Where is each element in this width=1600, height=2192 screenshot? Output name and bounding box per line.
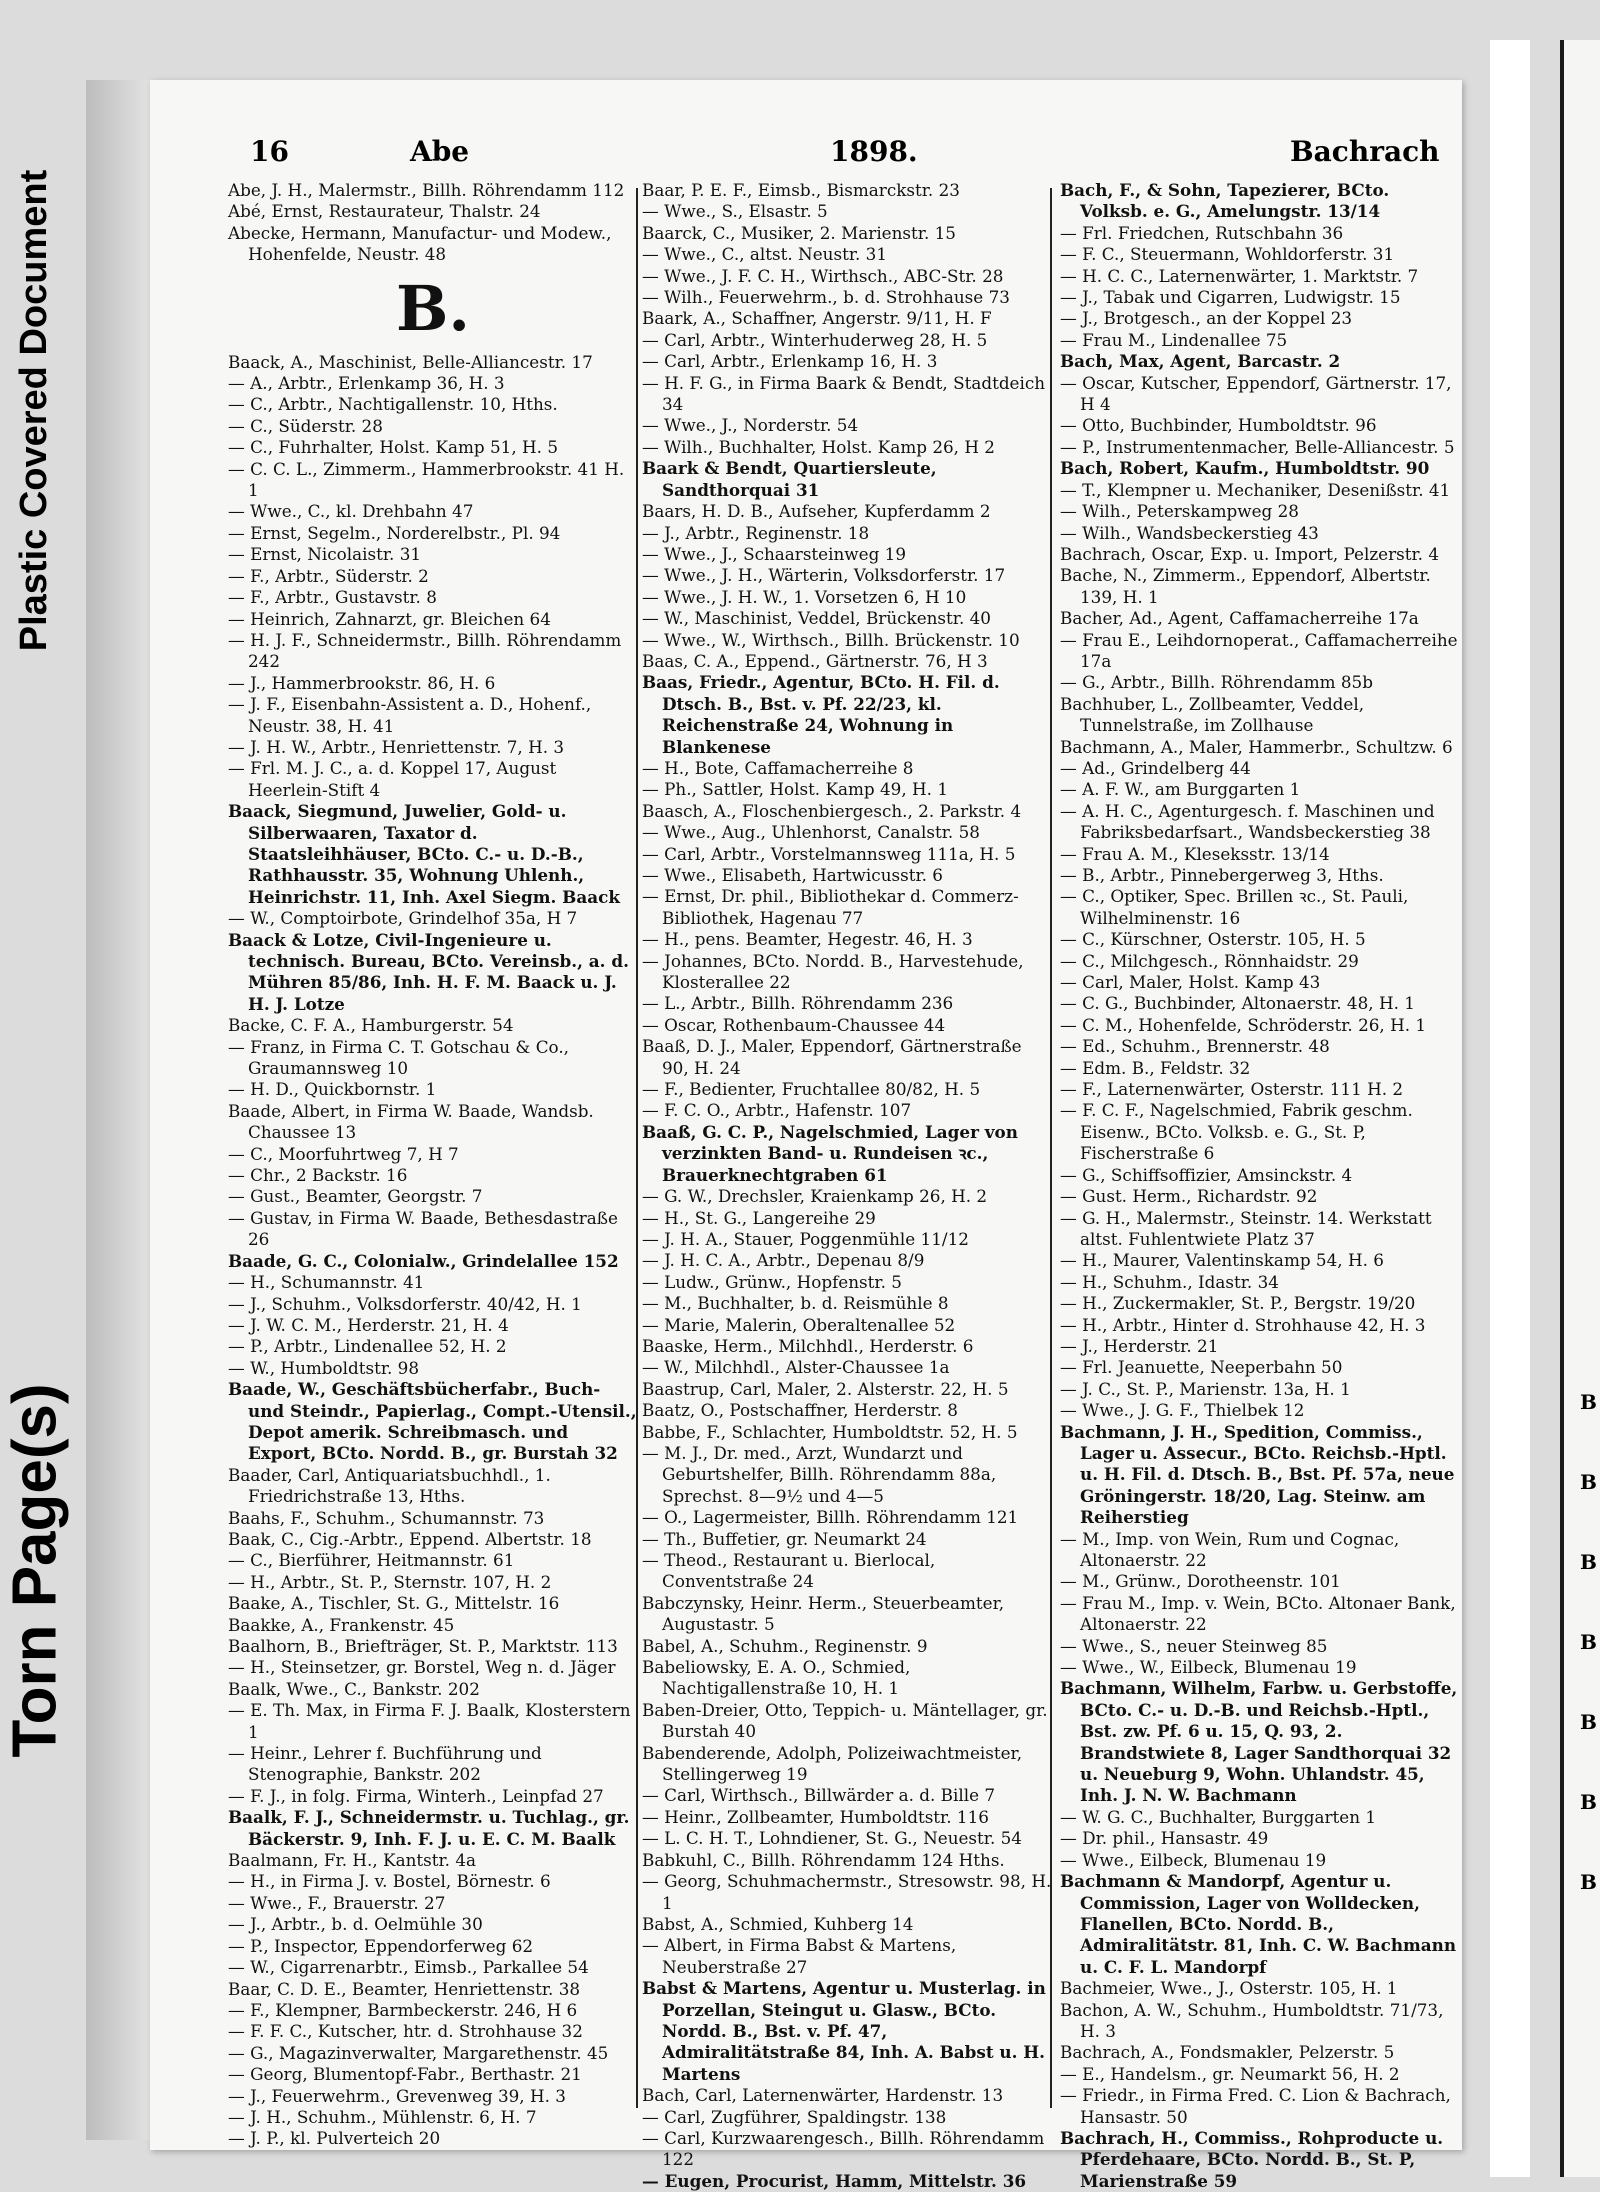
directory-entry: — Ernst, Nicolaistr. 31 [228,544,422,565]
directory-entry: — G., Arbtr., Billh. Röhrendamm 85b [1060,672,1373,693]
directory-entry: Bachmann, J. H., Spedition, Commiss., Lager u. Assecur., BCto. Reichsb.-Hptl. u. H. Fil. d. Dtsch. B., Bst. Pf. 57a, neue Gröningerstr. 18/20, Lag. Steinw. am Reiherstieg [1060,1421,1455,1528]
directory-entry: Baake, A., Tischler, St. G., Mittelstr. 16 [228,1593,560,1614]
directory-entry: Baas, C. A., Eppend., Gärtnerstr. 76, H 3 [642,650,988,671]
directory-entry: — Heinrich, Zahnarzt, gr. Bleichen 64 [228,608,551,629]
directory-entry: — Frau A. M., Kleseksstr. 13/14 [1060,843,1330,864]
directory-entry: — Wwe., S., Elsastr. 5 [642,201,828,222]
directory-entry: — Wwe., Elisabeth, Hartwicusstr. 6 [642,865,943,885]
directory-entry: — Albert, in Firma Babst & Martens, Neuberstraße 27 [642,1935,957,1977]
directory-entry: — W., Humboldtstr. 98 [228,1357,420,1378]
directory-entry: — Th., Buffetier, gr. Neumarkt 24 [642,1528,927,1549]
directory-entry: — F. J., in folg. Firma, Winterh., Leinpfad 27 [228,1785,604,1806]
directory-entry: Baar, C. D. E., Beamter, Henriettenstr. 38 [228,1978,581,1999]
facing-page-fragment: B [1580,1630,1597,1654]
directory-entry: — Carl, Kurzwaarengesch., Billh. Röhrendamm 122 [642,2127,1045,2170]
directory-entry: — H., in Firma J. v. Bostel, Börnestr. 6 [228,1871,551,1892]
directory-entry: — A. H. C., Agenturgesch. f. Maschinen und Fabriksbedarfsart., Wandsbeckerstieg 38 [1060,800,1435,843]
directory-entry: — F., Klempner, Barmbeckerstr. 246, H 6 [228,1999,578,2020]
directory-entry: Baalk, F. J., Schneidermstr. u. Tuchlag., gr. Bäckerstr. 9, Inh. F. J. u. E. C. M. Baalk [228,1807,630,1849]
directory-entry: Babkuhl, C., Billh. Röhrendamm 124 Hths. [642,1849,1005,1870]
directory-entry: Bachhuber, L., Zollbeamter, Veddel, Tunnelstraße, im Zollhause [1060,693,1365,736]
directory-entry: — Carl, Arbtr., Vorstelmannsweg 111a, H. 5 [642,843,1016,864]
header-right-word: Bachrach [1290,135,1440,168]
directory-entry: — J. P., kl. Pulverteich 20 [228,2128,441,2149]
directory-entry: — Wwe., C., altst. Neustr. 31 [642,244,888,265]
directory-entry: — F., Bedienter, Fruchtallee 80/82, H. 5 [642,1079,981,1100]
directory-entry: — Franz, in Firma C. T. Gotschau & Co., Graumannsweg 10 [228,1036,570,1079]
directory-entry: Bachmann & Mandorpf, Agentur u. Commission, Lager von Wolldecken, Flanellen, BCto. Nordd. B., Admiralitätstr. 81, Inh. C. W. Bachmann u. C. F. L. Mandorpf [1060,1871,1457,1977]
directory-column-3 [1060,180,1460,2192]
directory-entry: — Friedr., in Firma Fred. C. Lion & Bachrach, Hansastr. 50 [1060,2085,1451,2127]
directory-entry: — Georg, Blumentopf-Fabr., Berthastr. 21 [228,2064,582,2085]
directory-entry: — F. F. C., Kutscher, htr. d. Strohhause 32 [228,2021,583,2042]
page-gap [1490,40,1530,2177]
directory-entry: — C., Milchgesch., Rönnhaidstr. 29 [1060,950,1359,971]
directory-entry: — W., Comptoirbote, Grindelhof 35a, H 7 [228,908,578,929]
directory-entry: — Wwe., J., Norderstr. 54 [642,415,859,436]
directory-entry: — J., Arbtr., Reginenstr. 18 [642,522,870,543]
directory-entry: — H., Bote, Caffamacherreihe 8 [642,757,914,778]
directory-entry: Baars, H. D. B., Aufseher, Kupferdamm 2 [642,501,991,522]
directory-entry: Bachmeier, Wwe., J., Osterstr. 105, H. 1 [1060,1978,1398,1999]
directory-entry: — Ernst, Segelm., Norderelbstr., Pl. 94 [228,522,561,543]
directory-entry: Babst, A., Schmied, Kuhberg 14 [642,1913,914,1934]
directory-entry: Bachon, A. W., Schuhm., Humboldtstr. 71/73, H. 3 [1060,1999,1444,2041]
directory-entry: — P., Instrumentenmacher, Belle-Alliancestr. 5 [1060,436,1455,457]
directory-entry: — Frl. M. J. C., a. d. Koppel 17, August Heerlein-Stift 4 [228,758,557,800]
directory-entry: — Carl, Wirthsch., Billwärder a. d. Bille 7 [642,1785,996,1806]
directory-entry: — J. H., Schuhm., Mühlenstr. 6, H. 7 [228,2106,537,2127]
directory-entry: — M., Buchhalter, b. d. Reismühle 8 [642,1293,949,1314]
directory-entry: — C., Fuhrhalter, Holst. Kamp 51, H. 5 [228,437,559,458]
directory-entry: Baark & Bendt, Quartiersleute, Sandthorquai 31 [642,458,937,500]
directory-entry: Baar, P. E. F., Eimsb., Bismarckstr. 23 [642,180,960,200]
directory-entry: — J. H. A., Stauer, Poggenmühle 11/12 [642,1228,969,1249]
directory-entry: — Wilh., Feuerwehrm., b. d. Strohhause 73 [642,287,1010,308]
facing-page-edge [1560,40,1600,2177]
directory-entry: — Heinr., Lehrer f. Buchführung und Stenographie, Bankstr. 202 [228,1743,542,1785]
directory-entry: Baarck, C., Musiker, 2. Marienstr. 15 [642,222,956,243]
directory-entry: — C., Kürschner, Osterstr. 105, H. 5 [1060,929,1366,950]
directory-entry: Baalhorn, B., Briefträger, St. P., Marktstr. 113 [228,1636,618,1656]
directory-entry: Baalk, Wwe., C., Bankstr. 202 [228,1678,480,1699]
directory-entry: — H. C. C., Laternenwärter, 1. Marktstr. 7 [1060,265,1419,286]
directory-entry: Baalmann, Fr. H., Kantstr. 4a [228,1850,477,1871]
directory-entry: — H. F. G., in Firma Baark & Bendt, Stadtdeich 34 [642,372,1046,415]
directory-entry: — C. C. L., Zimmerm., Hammerbrookstr. 41 H. 1 [228,458,625,501]
directory-entry: — C. M., Hohenfelde, Schröderstr. 26, H. 1 [1060,1014,1427,1035]
directory-entry: — Gustav, in Firma W. Baade, Bethesdastraße 26 [228,1207,618,1250]
directory-entry: — Heinr., Zollbeamter, Humboldtstr. 116 [642,1806,989,1827]
directory-entry: — Chr., 2 Backstr. 16 [228,1165,408,1186]
directory-entry: — Wwe., Aug., Uhlenhorst, Canalstr. 58 [642,822,980,843]
directory-entry: — J., Schuhm., Volksdorferstr. 40/42, H. 1 [228,1293,582,1314]
directory-entry: Baack, A., Maschinist, Belle-Alliancestr. 17 [228,351,593,372]
directory-entry: — Ernst, Dr. phil., Bibliothekar d. Commerz-Bibliothek, Hagenau 77 [642,886,1019,928]
directory-entry: Baben-Dreier, Otto, Teppich- u. Mäntellager, gr. Burstah 40 [642,1699,1048,1742]
directory-entry: Bacher, Ad., Agent, Caffamacherreihe 17a [1060,608,1419,629]
directory-entry: — Johannes, BCto. Nordd. B., Harvestehude, Klosterallee 22 [642,950,1024,993]
torn-pages-stamp: Torn Page(s) [0,1382,70,1758]
directory-entry: — H. J. F., Schneidermstr., Billh. Röhrendamm 242 [228,629,622,672]
directory-entry: — Theod., Restaurant u. Bierlocal, Conventstraße 24 [642,1550,936,1592]
directory-entry: — E., Handelsm., gr. Neumarkt 56, H. 2 [1060,2063,1400,2084]
directory-entry: — A. F. W., am Burggarten 1 [1060,779,1301,800]
directory-entry: Backe, C. F. A., Hamburgerstr. 54 [228,1015,514,1036]
directory-column-2 [642,180,1052,2192]
directory-entry: — Eugen, Procurist, Hamm, Mittelstr. 36 [642,2170,1027,2191]
directory-entry: — B., Arbtr., Pinnebergerweg 3, Hths. [1060,865,1384,885]
directory-entry: — J., Feuerwehrm., Grevenweg 39, H. 3 [228,2085,566,2106]
plastic-covered-stamp: Plastic Covered Document [13,169,56,651]
directory-entry: Bachmann, A., Maler, Hammerbr., Schultzw. 6 [1060,736,1453,757]
directory-entry: Baark, A., Schaffner, Angerstr. 9/11, H. F [642,308,992,329]
directory-entry: Bach, Max, Agent, Barcastr. 2 [1060,351,1341,372]
directory-entry: — L. C. H. T., Lohndiener, St. G., Neuestr. 54 [642,1828,1022,1849]
directory-entry: — W., Cigarrenarbtr., Eimsb., Parkallee 54 [228,1957,589,1978]
directory-entry: — Carl, Zugführer, Spaldingstr. 138 [642,2106,947,2127]
directory-entry: — G. H., Malermstr., Steinstr. 14. Werkstatt altst. Fuhlentwiete Platz 37 [1060,1207,1432,1249]
directory-entry: — M. J., Dr. med., Arzt, Wundarzt und Geburtshelfer, Billh. Röhrendamm 88a, Sprechst. 8—9½ und 4—5 [642,1442,997,1506]
directory-entry: — E. Th. Max, in Firma F. J. Baalk, Klosterstern 1 [228,1700,631,1742]
facing-page-fragment: B [1580,1390,1597,1414]
directory-entry: Abe, J. H., Malermstr., Billh. Röhrendamm 112 [228,180,625,200]
directory-entry: — C., Moorfuhrtweg 7, H 7 [228,1143,459,1164]
directory-entry: Babeliowsky, E. A. O., Schmied, Nachtigallenstraße 10, H. 1 [642,1657,911,1699]
directory-entry: Bache, N., Zimmerm., Eppendorf, Albertstr. 139, H. 1 [1060,565,1431,607]
directory-entry: — F. C., Steuermann, Wohldorferstr. 31 [1060,244,1395,265]
directory-entry: — Gust., Beamter, Georgstr. 7 [228,1186,483,1207]
directory-entry: — Wilh., Buchhalter, Holst. Kamp 26, H 2 [642,436,995,457]
directory-entry: — Wwe., S., neuer Steinweg 85 [1060,1635,1328,1656]
directory-entry: — G., Schiffsoffizier, Amsinckstr. 4 [1060,1164,1353,1185]
directory-entry: — F. C. F., Nagelschmied, Fabrik geschm. Eisenw., BCto. Volksb. e. G., St. P, Fischerstraße 6 [1060,1100,1413,1164]
directory-entry: Bachrach, Oscar, Exp. u. Import, Pelzerstr. 4 [1060,543,1439,564]
directory-entry: — Otto, Buchbinder, Humboldtstr. 96 [1060,415,1377,436]
directory-entry: — Carl, Maler, Holst. Kamp 43 [1060,972,1321,993]
directory-entry: — Ad., Grindelberg 44 [1060,757,1251,778]
directory-entry: — J., Tabak und Cigarren, Ludwigstr. 15 [1060,287,1401,308]
directory-entry: Baader, Carl, Antiquariatsbuchhdl., 1. Friedrichstraße 13, Hths. [228,1464,551,1507]
directory-entry: Baahs, F., Schuhm., Schumannstr. 73 [228,1507,545,1528]
directory-entry: — J. H. C. A., Arbtr., Depenau 8/9 [642,1250,925,1271]
directory-entry: — H., Arbtr., St. P., Sternstr. 107, H. 2 [228,1571,552,1592]
directory-page [150,80,1462,2191]
directory-entry: — Ph., Sattler, Holst. Kamp 49, H. 1 [642,779,949,800]
directory-column-1 [228,180,638,2150]
directory-entry: Bachmann, Wilhelm, Farbw. u. Gerbstoffe, BCto. C.- u. D.-B. und Reichsb.-Hptl., Bst. zw. Pf. 6 u. 15, Q. 93, 2. Brandstwiete 8, Lager Sandthorquai 32 u. Neueburg 9, Wohn. Uhlandstr. 45, Inh. J. N. W. Bachmann [1060,1678,1458,1806]
directory-entry: — J., Hammerbrookstr. 86, H. 6 [228,672,496,693]
directory-entry: — C., Arbtr., Nachtigallenstr. 10, Hths. [228,394,558,415]
directory-entry: — Wwe., W., Eilbeck, Blumenau 19 [1060,1657,1357,1678]
directory-entry: — J., Arbtr., b. d. Oelmühle 30 [228,1914,483,1935]
directory-entry: — J., Herderstr. 21 [1060,1335,1219,1356]
directory-entry: — Marie, Malerin, Oberaltenallee 52 [642,1314,956,1335]
directory-entry: — J., Brotgesch., an der Koppel 23 [1060,308,1353,329]
directory-entry: — J. C., St. P., Marienstr. 13a, H. 1 [1060,1378,1351,1399]
directory-entry: — M., Imp. von Wein, Rum und Cognac, Altonaerstr. 22 [1060,1528,1400,1570]
directory-entry: — J. H. W., Arbtr., Henriettenstr. 7, H. 3 [228,736,565,757]
directory-entry: — Georg, Schuhmachermstr., Stresowstr. 98, H. 1 [642,1871,1052,1913]
directory-entry: — W. G. C., Buchhalter, Burggarten 1 [1060,1806,1377,1827]
directory-entry: — Wwe., J. H. W., 1. Vorsetzen 6, H 10 [642,586,967,607]
directory-entry: Bach, Robert, Kaufm., Humboldtstr. 90 [1060,458,1430,479]
directory-entry: Baak, C., Cig.-Arbtr., Eppend. Albertstr. 18 [228,1528,592,1549]
directory-entry: — Frau E., Leihdornoperat., Caffamacherreihe 17a [1060,629,1458,671]
facing-page-fragment: B [1580,1550,1597,1574]
directory-entry: — Carl, Arbtr., Winterhuderweg 28, H. 5 [642,329,988,350]
directory-entry: — G., Magazinverwalter, Margarethenstr. 45 [228,2042,609,2063]
directory-entry: — H., Zuckermakler, St. P., Bergstr. 19/20 [1060,1293,1416,1314]
directory-entry: — Frl. Friedchen, Rutschbahn 36 [1060,222,1344,243]
directory-entry: Babel, A., Schuhm., Reginenstr. 9 [642,1635,928,1656]
directory-entry: Babst & Martens, Agentur u. Musterlag. in Porzellan, Steingut u. Glasw., BCto. Nordd. B., Bst. v. Pf. 47, Admiralitätstraße 84, Inh. A. Babst u. H. Martens [642,1978,1046,2084]
directory-entry: — C., Optiker, Spec. Brillen ꝛc., St. Pauli, Wilhelminenstr. 16 [1060,886,1409,928]
directory-entry: — H., Arbtr., Hinter d. Strohhause 42, H. 3 [1060,1314,1426,1335]
directory-entry: — C., Süderstr. 28 [228,415,383,436]
directory-entry: — Oscar, Rothenbaum-Chaussee 44 [642,1014,946,1035]
directory-entry: — Ed., Schuhm., Brennerstr. 48 [1060,1036,1330,1057]
directory-entry: — Wilh., Wandsbeckerstieg 43 [1060,522,1319,543]
directory-entry: — Wwe., J. G. F., Thielbek 12 [1060,1400,1305,1421]
directory-entry: Baaß, G. C. P., Nagelschmied, Lager von verzinkten Band- u. Rundeisen ꝛc., Brauerknechtgraben 61 [642,1121,1018,1185]
facing-page-fragment: B [1580,1870,1597,1894]
page-number: 16 [250,135,289,168]
directory-entry: — P., Inspector, Eppendorferweg 62 [228,1935,534,1956]
directory-entry: — Frau M., Lindenallee 75 [1060,329,1288,350]
directory-entry: Baas, Friedr., Agentur, BCto. H. Fil. d. Dtsch. B., Bst. v. Pf. 22/23, kl. Reichenstraße 24, Wohnung in Blankenese [642,672,1000,757]
directory-entry: — T., Klempner u. Mechaniker, Desenißstr. 41 [1060,479,1451,500]
page-header [250,135,1450,175]
directory-entry: — Oscar, Kutscher, Eppendorf, Gärtnerstr. 17, H 4 [1060,372,1452,415]
directory-entry: — J. W. C. M., Herderstr. 21, H. 4 [228,1314,509,1335]
directory-entry: — Carl, Arbtr., Erlenkamp 16, H. 3 [642,351,938,372]
directory-entry: — Wwe., J. F. C. H., Wirthsch., ABC-Str. 28 [642,265,1004,286]
section-letter: B. [396,271,470,345]
directory-entry: — H., Schumannstr. 41 [228,1272,425,1293]
directory-entry: — Wilh., Peterskampweg 28 [1060,501,1299,522]
directory-entry: Bachrach, A., Fondsmakler, Pelzerstr. 5 [1060,2042,1395,2063]
directory-entry: — A., Arbtr., Erlenkamp 36, H. 3 [228,373,505,394]
directory-entry: — H., St. G., Langereihe 29 [642,1207,876,1228]
directory-entry: — Ludw., Grünw., Hopfenstr. 5 [642,1271,902,1292]
directory-entry: Baack & Lotze, Civil-Ingenieure u. technisch. Bureau, BCto. Vereinsb., a. d. Mühren 85/86, Inh. H. F. M. Baack u. J. H. J. Lotze [228,929,629,1014]
directory-entry: — O., Lagermeister, Billh. Röhrendamm 121 [642,1507,1019,1528]
directory-entry: — Wwe., J. H., Wärterin, Volksdorferstr. 17 [642,565,1006,586]
directory-entry: — Gust. Herm., Richardstr. 92 [1060,1186,1318,1207]
directory-entry: Babczynsky, Heinr. Herm., Steuerbeamter, Augustastr. 5 [642,1592,1005,1635]
directory-entry: Baack, Siegmund, Juwelier, Gold- u. Silberwaaren, Taxator d. Staatsleihhäuser, BCto. C.- u. D.-B., Rathhausstr. 35, Wohnung Uhlenh., Heinrichstr. 11, Inh. Axel Siegm. Baack [228,801,620,907]
directory-entry: Babbe, F., Schlachter, Humboldtstr. 52, H. 5 [642,1421,1018,1442]
directory-entry: Baastrup, Carl, Maler, 2. Alsterstr. 22, H. 5 [642,1378,1009,1399]
directory-entry: — H., pens. Beamter, Hegestr. 46, H. 3 [642,929,973,950]
directory-entry: Bachrach, H., Commiss., Rohproducte u. Pferdehaare, BCto. Nordd. B., St. P, Marienstraße 59 [1060,2127,1444,2191]
directory-entry: Baaske, Herm., Milchhdl., Herderstr. 6 [642,1335,974,1356]
directory-entry: — Dr. phil., Hansastr. 49 [1060,1828,1269,1849]
facing-page-fragment: B [1580,1790,1597,1814]
directory-entry: Babenderende, Adolph, Polizeiwachtmeister, Stellingerweg 19 [642,1742,1023,1785]
directory-entry: — Edm. B., Feldstr. 32 [1060,1057,1251,1078]
directory-entry: — P., Arbtr., Lindenallee 52, H. 2 [228,1336,507,1357]
header-year: 1898. [830,135,918,168]
directory-entry: — W., Maschinist, Veddel, Brückenstr. 40 [642,608,991,629]
directory-entry: Baaß, D. J., Maler, Eppendorf, Gärtnerstraße 90, H. 24 [642,1036,1022,1078]
directory-entry: Bach, Carl, Laternenwärter, Hardenstr. 13 [642,2085,1004,2106]
directory-entry: — Wwe., W., Wirthsch., Billh. Brückenstr. 10 [642,629,1020,650]
directory-entry: — Wwe., C., kl. Drehbahn 47 [228,501,474,522]
directory-entry: Abé, Ernst, Restaurateur, Thalstr. 24 [228,201,541,222]
directory-entry: — C. G., Buchbinder, Altonaerstr. 48, H. 1 [1060,993,1415,1014]
directory-entry: — F., Laternenwärter, Osterstr. 111 H. 2 [1060,1079,1404,1100]
directory-entry: — Wwe., F., Brauerstr. 27 [228,1892,446,1913]
directory-entry: — M., Grünw., Dorotheenstr. 101 [1060,1571,1341,1592]
directory-entry: — H., Maurer, Valentinskamp 54, H. 6 [1060,1250,1384,1271]
directory-entry: — L., Arbtr., Billh. Röhrendamm 236 [642,993,954,1014]
directory-entry: — C., Bierführer, Heitmannstr. 61 [228,1550,515,1571]
directory-entry: Bach, F., & Sohn, Tapezierer, BCto. Volksb. e. G., Amelungstr. 13/14 [1060,180,1390,222]
directory-entry: Baatz, O., Postschaffner, Herderstr. 8 [642,1400,958,1421]
directory-entry: — H. D., Quickbornstr. 1 [228,1079,437,1100]
directory-entry: — F. C. O., Arbtr., Hafenstr. 107 [642,1100,912,1121]
directory-entry: — H., Schuhm., Idastr. 34 [1060,1271,1279,1292]
directory-entry: Baade, Albert, in Firma W. Baade, Wandsb. Chaussee 13 [228,1100,594,1143]
facing-page-fragment: B [1580,1710,1597,1734]
directory-entry: — G. W., Drechsler, Kraienkamp 26, H. 2 [642,1186,988,1207]
directory-entry: Baasch, A., Floschenbiergesch., 2. Parkstr. 4 [642,800,1022,821]
directory-entry: — F., Arbtr., Gustavstr. 8 [228,587,437,608]
directory-entry: — Frl. Jeanuette, Neeperbahn 50 [1060,1357,1343,1378]
directory-entry: Abecke, Hermann, Manufactur- und Modew., Hohenfelde, Neustr. 48 [228,222,612,265]
directory-entry: — Wwe., J., Schaarsteinweg 19 [642,543,907,564]
directory-entry: — Wwe., Eilbeck, Blumenau 19 [1060,1849,1327,1870]
directory-entry: Baakke, A., Frankenstr. 45 [228,1614,455,1635]
facing-page-fragment: B [1580,1470,1597,1494]
directory-entry: — F., Arbtr., Süderstr. 2 [228,565,429,586]
directory-entry: — Frau M., Imp. v. Wein, BCto. Altonaer Bank, Altonaerstr. 22 [1060,1592,1456,1635]
header-left-word: Abe [410,135,470,168]
directory-entry: — J. F., Eisenbahn-Assistent a. D., Hohenf., Neustr. 38, H. 41 [228,694,592,736]
directory-entry: Baade, W., Geschäftsbücherfabr., Buch- und Steindr., Papierlag., Compt.-Utensil., Depot amerik. Schreibmasch. und Export, BCto. Nordd. B., gr. Burstah 32 [228,1379,637,1464]
directory-entry: Baade, G. C., Colonialw., Grindelallee 152 [228,1250,619,1271]
directory-entry: — W., Milchhdl., Alster-Chaussee 1a [642,1357,950,1378]
directory-entry: — H., Steinsetzer, gr. Borstel, Weg n. d. Jäger [228,1657,616,1678]
